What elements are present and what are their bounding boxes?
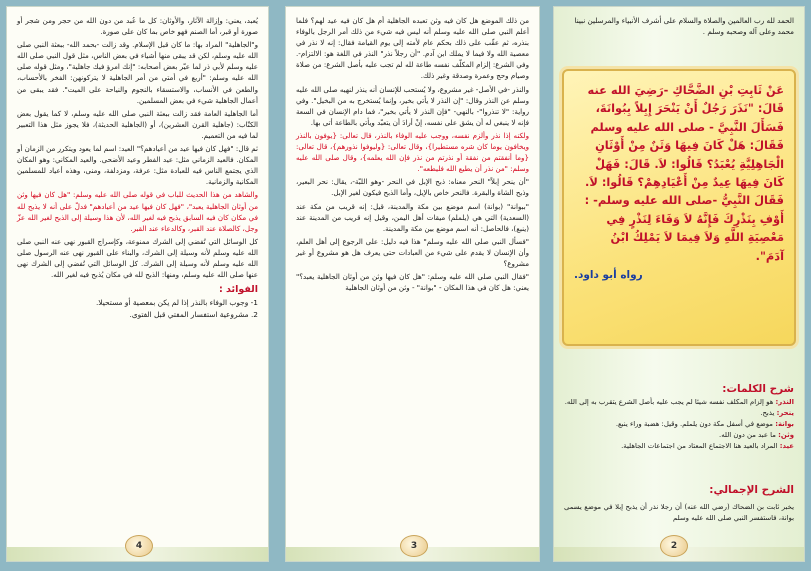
paragraph: أما الجاهلية العامة فقد زالت ببعثة النبي صلى الله عليه وسلم، لا كما يقول بعض الكتّاب: (جاهلية القرن العشرين)، أو (الجاهلية الحديثة)، فلا يجوز مثل هذا التعبير لما فيه من التعميم. (17, 108, 258, 140)
page-number-badge: 3 (400, 535, 428, 557)
glossary-definition: هو إلزام المكلف نفسه شيئا لم يجب عليه بأصل الشرع يتقرب به إلى الله. (564, 398, 774, 406)
page-panel-2 (553, 6, 805, 562)
paragraph: ولكنه إذا نذر وألزم نفسه، ووجب عليه الوفاء بالنذر، قال تعالى: {يوفون بالنذر ويخافون يوما كان شره مستطيرا}، وقال تعالى: {وليوفوا نذورهم}، قال تعالى: {وما أنفقتم من نفقة أو نذرتم من نذر فإن الله يعلمه}، وقال صلى الله عليه وسلم: "من نذر أن يطيع الله فليطعه". (296, 130, 529, 174)
paragraph: يُعبد، يعني: وإزالة الآثار، والأوثان: كل ما عُبد من دون الله من حجر ومن شجر أو صورة أو قبر، أما الصنم فهو خاص بما كان على صورة. (17, 16, 258, 37)
glossary-section (554, 377, 804, 452)
page-4-text (7, 7, 268, 321)
paragraph: "فسأل النبي صلى الله عليه وسلم" هذا فيه دليل: على الرجوع إلى أهل العلم، وأن الإنسان لا يقدم على شيء من العبادات حتى يعرف هل هو مشروع أو غير مشروع؟ (296, 236, 529, 268)
glossary-list (554, 397, 804, 452)
hadith-line: كَانَ فِيهَا عِيدٌ مِنْ أَعْيَادِهِمْ؟ قَالُوا: لاَ. (585, 175, 784, 190)
hadith-line: فَسَأَلَ النَّبِيَّ - صلى الله عليه وسلم (590, 119, 784, 134)
paragraph: والشاهد من هذا الحديث للباب في قوله صلى الله عليه وسلم: "هل كان فيها وثن من أوثان الجاهلية يعبد"، "فهل كان فيها عيد من أعيادهم" فدلّ على أنه لا يذبح لله في مكان كان فيه السابق يذبح فيه لغير الله، لأن هذا وسيلة إلى الذبح لغير الله عزّ وجل، كالصلاة عند القبر، وكالدعاء عند القبر. (17, 190, 258, 233)
hadith-line: آدَمَ". (755, 248, 784, 263)
intro-text: الحمد لله رب العالمين والصلاة والسلام على أشرف الأنبياء والمرسلين نبينا محمد وعلى آله وصحبه وسلم . (574, 16, 794, 36)
page-2-background (554, 7, 804, 561)
page-number-badge: 4 (125, 535, 153, 557)
glossary-item (564, 408, 794, 419)
hadith-line: الْجَاهِلِيَّةِ يُعْبَدُ؟ قَالُوا: لاَ. قَالَ: فَهَلْ (595, 156, 784, 171)
summary-text: يخبر ثابت بن الضحاك (رضي الله عنه) أن رجلا نذر أن يذبح إبلا في موضع يسمى بوانة، فاستفسر النبي صلى الله عليه وسلم (564, 503, 794, 522)
glossary-definition: ما عبد من دون الله. (719, 431, 776, 439)
fawaid-list (17, 297, 258, 321)
glossary-item (564, 419, 794, 430)
glossary-term: بوانة: (775, 420, 794, 428)
glossary-heading: شرح الكلمات: (722, 383, 794, 395)
paragraph: ثم قال: "فهل كان فيها عيد من أعيادهم؟" العيد: اسم لما يعود ويتكرر من الزمان أو المكان. فالعيد الزماني مثل: عيد الفطر وعيد الأضحى. والعيد المكاني: وهو المكان الذي يجتمع الناس فيه للعبادة مثل: عرفة، ومزدلفة، ومنى، وهذه أعياد للمسلمين المكانية والزمانية. (17, 144, 258, 187)
glossary-term: ينحر: (776, 409, 794, 417)
paragraph: "فقال النبي صلى الله عليه وسلم: "هل كان فيها وثن من أوثان الجاهلية يعبد؟" يعني: هل كان في هذا المكان - "بوانة" - وثن من أوثان الجاهلية (296, 272, 529, 293)
paragraph: من ذلك الموضع هل كان فيه وثن تعبده الجاهلية أم هل كان فيه عيد لهم؟ فلما أعلم النبي صلى الله عليه وسلم أنه ليس فيه شيء من ذلك أمر الرجل بالوفاء بنذره، ثم عقّب على ذلك بحكم عام لأمته إلى يوم القيامة فقال: إنه لا نذر في معصية الله ولا فيما لا يملك ابن آدم. "أن رجلاً نذر" النذر في اللغة هو: الالتزام-. وفي الشرع: إلزام المكلّف نفسه طاعة لله لم تجب عليه بأصل الشرع: من صلاة وصيام وحج وعمرة وصدقة وغير ذلك. (296, 16, 529, 81)
page-3-text (286, 7, 539, 293)
page-panel-3 (285, 6, 540, 562)
glossary-definition: المراد بالعيد هنا الاجتماع المعتاد من اجتماعات الجاهلية. (621, 442, 778, 450)
hadith-line: فَقَالَ النَّبِيُّ -صلى الله عليه وسلم- : (584, 193, 784, 208)
hadith-line: عَنْ ثَابِتِ بْنِ الضَّحَّاكِ -رَضِيَ الله عنه (587, 83, 784, 97)
glossary-definition: موضع في أسفل مكة دون يلملم. وقيل: هضبة وراء ينبع. (615, 420, 773, 428)
paragraph: كل الوسائل التي تُفضي إلى الشرك ممنوعة، وكإسراج القبور نهى عنه النبي صلى الله عليه وسلم لأنه وسيلة إلى الشرك، والبناء على القبور نهى عنه الرسول صلى الله عليه وسلم لأنه وسيلة إلى الشرك. كل الوسائل التي تُفضي إلى الشرك نهى عنها صلى الله عليه وسلم، ومنها: الذبح لله في مكان يُذبح فيه لغير الله. (17, 236, 258, 280)
paragraph: "ببوانة" (بوانة) اسم موضع بين مكة والمدينة، قيل: إنه قريب من مكة عند (السعدية) التي هي (يلملم) ميقات أهل اليمن، وقيل إنه قريب من المدينة عند (ينبع)، فالحاصل: أنه اسم موضع بين مكة والمدينة. (296, 201, 529, 233)
glossary-term: وثن: (778, 431, 794, 439)
hadith-line: أَوْفِ بِنَذْرِكَ فَإِنَّهُ لاَ وَفَاءَ لِنَذْرٍ فِي (606, 211, 784, 226)
glossary-item (564, 430, 794, 441)
page-panel-4 (6, 6, 269, 562)
glossary-item (564, 397, 794, 408)
hadith-line: فَقَالَ: هَلْ كَانَ فِيهَا وَثَنٌ مِنْ أَوْثَانِ (595, 138, 784, 153)
hadith-reference: رواه أبو داود. (574, 269, 643, 282)
paragraph: "أن ينحر إبلاً" النحر معناه: ذبح الإبل في النحر -وهو اللبّة-، يقال: نحر البعير، وذبح الشاة والبقرة. فالنحر خاص بالإبل، وأما الذبح فيكون لغير الإبل. (296, 177, 529, 198)
glossary-term: عيد: (779, 442, 794, 450)
glossary-definition: يذبح. (760, 409, 775, 417)
paragraph: والنذر -في الأصل- غير مشروع، ولا يُستحب للإنسان أنه ينذر لنهيه صلى الله عليه وسلم عن النذر وقال: "إن النذر لا يأتي بخير، وإنما يُستخرج به من البخيل". وفي رواية: "لا تنذروا"- بالنهي- "فإن النذر لا يأتي بخير"، فما دام الإنسان في السعة فإنه لا ينبغي له أن يشق على نفسه، إنْ أرادَ أن يتعبّد ويأتي بالطاعة أتى بها. (296, 84, 529, 127)
paragraph: و"الجاهلية" المراد بها: ما كان قبل الإسلام. وقد زالت -بحمد الله- ببعثة النبي صلى الله عليه وسلم، لكن قد يبقى منها أشياء في بعض الناس، مثل قول النبي صلى الله عليه وسلم لأبي ذر لما عيّر بعض أصحابه: "إنك امرؤ فيك جاهلية"، ومثل قوله صلى الله عليه وسلم: "أربع في أمتي من أمر الجاهلية لا يتركونهن: الفخر بالأحساب، والطعن في الأنساب، والاستسقاء بالنجوم والنياحة على الميت". فقد يبقى من أعمال الجاهلية شيء في بعض المسلمين. (17, 40, 258, 105)
page-number-badge: 2 (660, 535, 688, 557)
hadith-line: قَالَ: "نَذَرَ رَجُلٌ أَنْ يَنْحَرَ إِبِلاً بِبُوانَةَ، (595, 101, 784, 116)
hadith-box (562, 69, 796, 346)
hadith-line: مَعْصِيَةِ اللَّهِ وَلاَ فِيمَا لاَ يَمْلِكُ ابْنُ (610, 230, 784, 245)
summary-heading: الشرح الإجمالي: (709, 484, 794, 496)
list-item: 1- وجوب الوفاء بالنذر إذا لم يكن بمعصية أو مستحيلا. (95, 298, 258, 308)
glossary-term: النذر: (775, 398, 794, 406)
fawaid-heading: الفوائد : (218, 284, 258, 296)
list-item: 2. مشروعية استفسار المفتي قبل الفتوى. (129, 310, 258, 320)
glossary-item (564, 441, 794, 452)
